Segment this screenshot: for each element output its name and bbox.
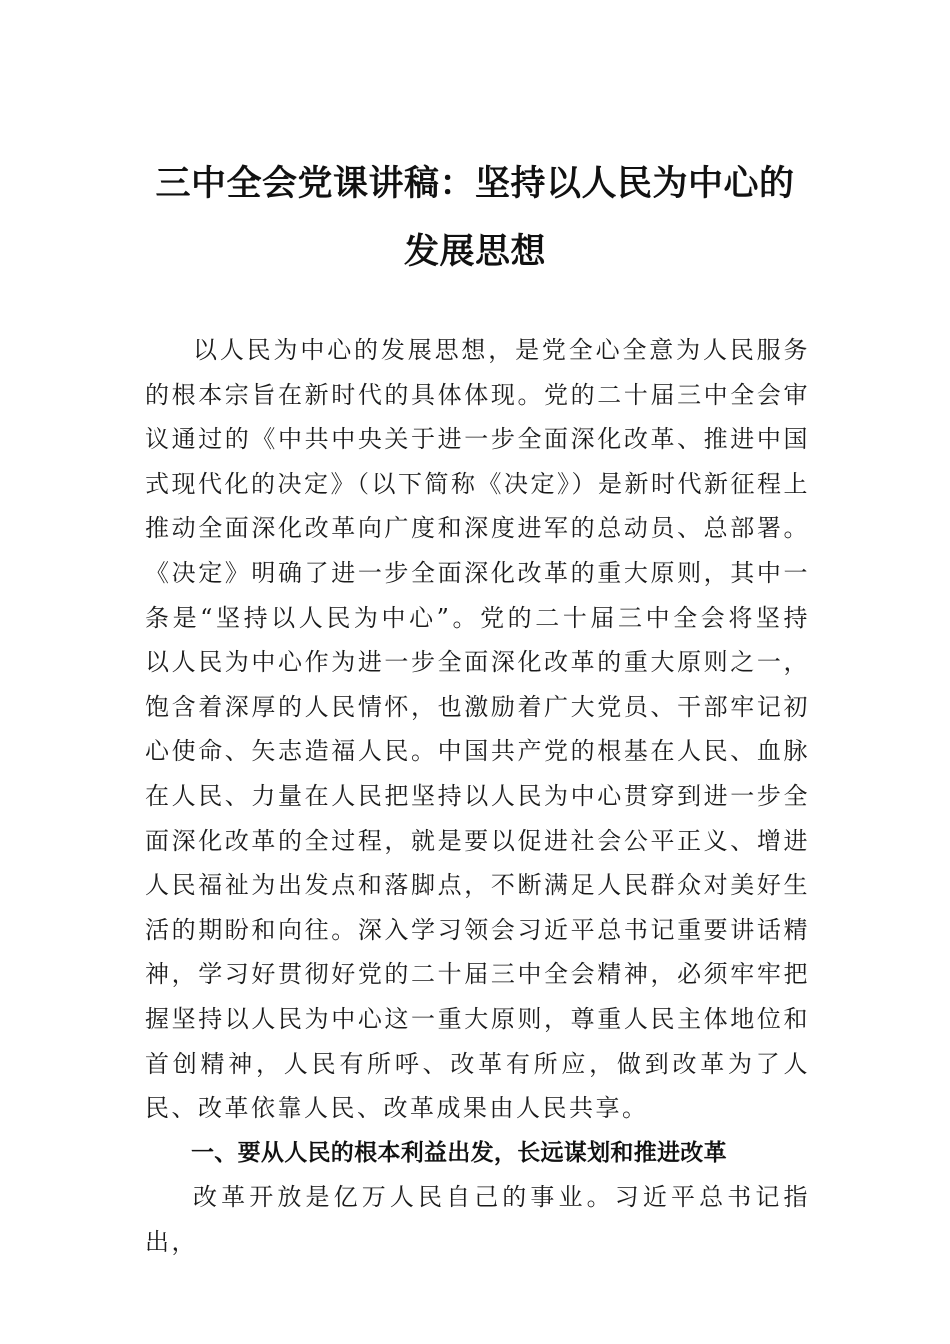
section-heading-1: 一、要从人民的根本利益出发，长远谋划和推进改革 xyxy=(191,1139,727,1166)
intro-paragraph: 以人民为中心的发展思想，是党全心全意为人民服务的根本宗旨在新时代的具体体现。党的二十届三中全会审议通过的《中共中央关于进一步全面深化改革、推进中国式现代化的决定》（以下简称《决定》）是新时代新征程上推动全面深化改革向广度和深度进军的总动员、总部署。《决定》明确了进一步全面深化改革的重大原则，其中一条是“坚持以人民为中心”。党的二十届三中全会将坚持以人民为中心作为进一步全面深化改革的重大原则之一，饱含着深厚的人民情怀，也激励着广大党员、干部牢记初心使命、矢志造福人民。中国共产党的根基在人民、血脉在人民、力量在人民把坚持以人民为中心贯穿到进一步全面深化改革的全过程，就是要以促进社会公平正义、增进人民福祉为出发点和落脚点，不断满足人民群众对美好生活的期盼和向往。深入学习领会习近平总书记重要讲话精神，学习好贯彻好党的二十届三中全会精神，必须牢牢把握坚持以人民为中心这一重大原则，尊重人民主体地位和首创精神，人民有所呼、改革有所应，做到改革为了人民、改革依靠人民、改革成果由人民共享。 xyxy=(145,336,810,1123)
document-title xyxy=(140,150,810,286)
section-1-paragraph: 改革开放是亿万人民自己的事业。习近平总书记指出， xyxy=(145,1183,810,1256)
document-body xyxy=(145,328,810,1264)
title-line-2: 发展思想 xyxy=(403,231,546,272)
title-line-1: 三中全会党课讲稿：坚持以人民为中心的 xyxy=(155,163,795,204)
